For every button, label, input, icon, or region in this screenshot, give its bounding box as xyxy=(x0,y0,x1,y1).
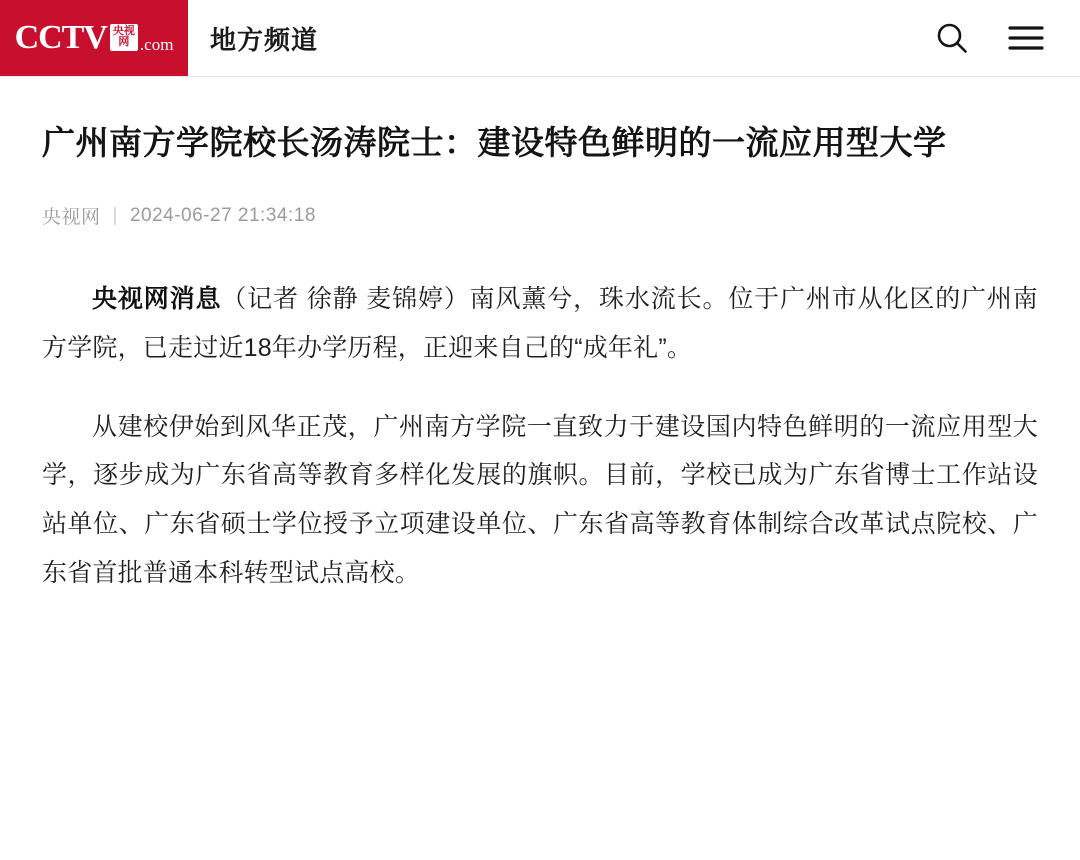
article-paragraph-1 xyxy=(42,275,1038,373)
article-lede-label: 央视网消息 xyxy=(92,285,222,314)
logo-com-text: .com xyxy=(139,35,174,54)
meta-separator: | xyxy=(112,204,118,226)
article-paragraph-2-text: 从建校伊始到风华正茂，广州南方学院一直致力于建设国内特色鲜明的一流应用型大学，逐步成为广东省高等教育多样化发展的旗帜。目前，学校已成为广东省博士工作站设站单位、广东省硕士学位授予立项建设单位、广东省高等教育体制综合改革试点院校、广东省首批普通本科转型试点高校。 xyxy=(42,412,1038,587)
site-header xyxy=(0,0,1080,77)
menu-button[interactable] xyxy=(1006,18,1046,58)
article-container xyxy=(0,77,1080,598)
page-title: 广州南方学院校长汤涛院士：建设特色鲜明的一流应用型大学 xyxy=(42,124,947,161)
channel-title[interactable]: 地方频道 xyxy=(210,24,319,55)
article-timestamp: 2024-06-27 21:34:18 xyxy=(129,204,316,226)
article-paragraph-1-text: （记者 徐静 麦锦婷）南风薰兮，珠水流长。位于广州市从化区的广州南方学院，已走过近18年办学历程，正迎来自己的“成年礼”。 xyxy=(42,285,1038,362)
header-spacer xyxy=(318,0,932,76)
search-button[interactable] xyxy=(932,18,972,58)
logo-badge-line2: 网 xyxy=(118,36,130,49)
cctv-logo[interactable] xyxy=(0,0,188,76)
search-icon xyxy=(935,21,969,55)
article-meta xyxy=(42,202,1038,229)
logo-cn-badge xyxy=(110,24,138,51)
article-paragraph-2 xyxy=(42,403,1038,598)
header-actions xyxy=(932,0,1080,76)
hamburger-menu-icon xyxy=(1008,24,1044,52)
article-source: 央视网 xyxy=(42,207,101,229)
logo-cctv-text: CCTV xyxy=(14,19,107,56)
logo-badge-line1: 央视 xyxy=(112,24,135,37)
